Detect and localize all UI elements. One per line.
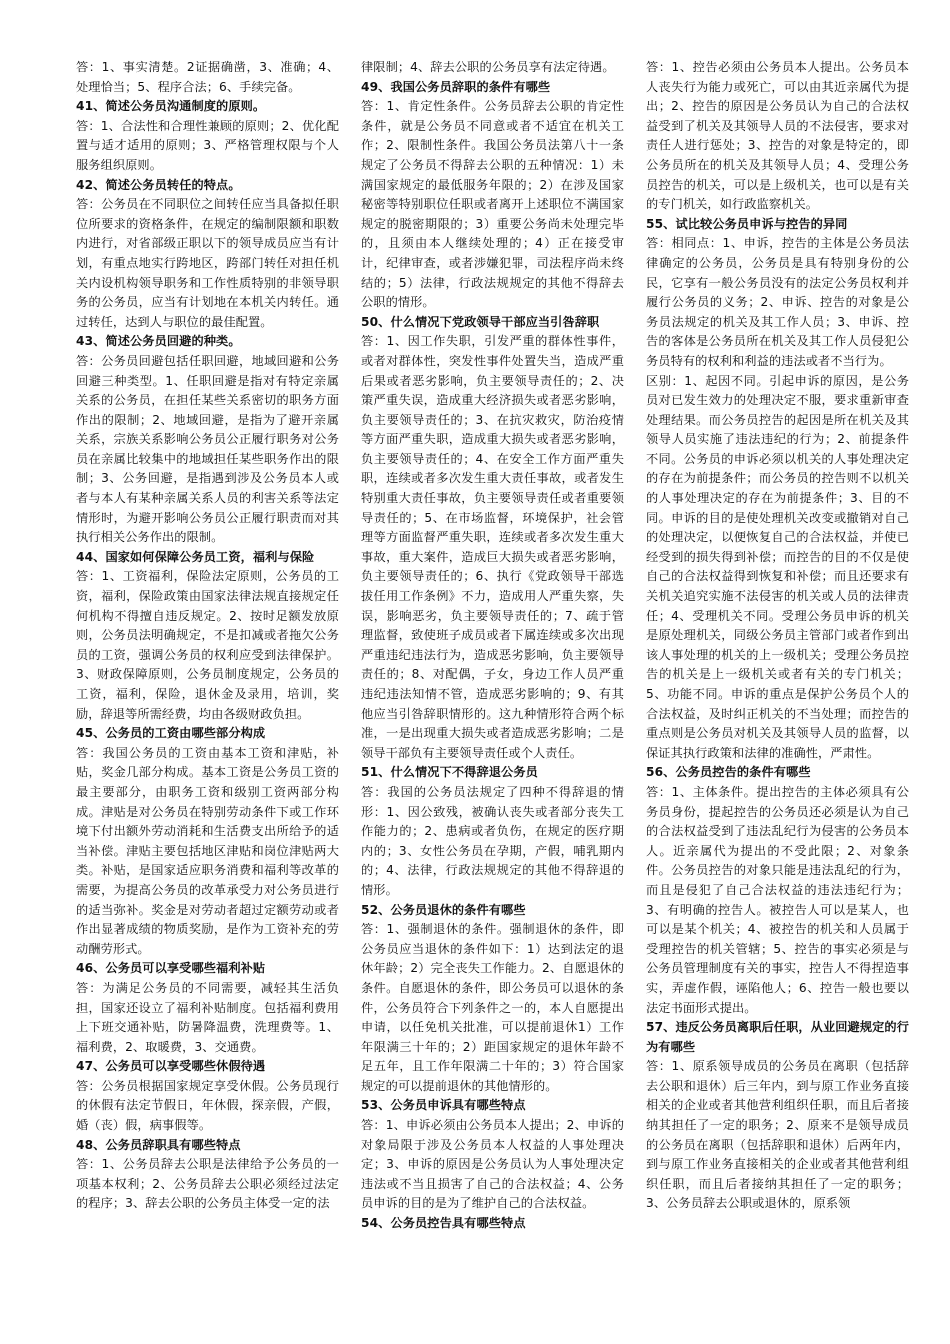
answer-paragraph: 答：1、合法性和合理性兼顾的原则；2、优化配置与适才适用的原则；3、严格管理权限与个人服务组织原则。 [76, 118, 339, 172]
question-heading: 42、简述公务员转任的特点。 [76, 177, 241, 192]
question-heading: 54、公务员控告具有哪些特点 [361, 1216, 526, 1231]
question-heading: 44、国家如何保障公务员工资，福利与保险 [76, 549, 315, 564]
answer-paragraph: 答：相同点：1、申诉，控告的主体是公务员法律确定的公务员，公务员是具有特别身份的公民，它享有一般公务员没有的法定公务员权利并履行公务员的义务；2、申诉、控告的对象是公务员法规定的机关及其工作人员；3、申诉、控告的客体是公务员所在机关及其工作人员侵犯公务员特有的权利和利益的违法或者不当行为。 [646, 236, 909, 368]
answer-paragraph: 答：1、申诉必须由公务员本人提出；2、申诉的对象局限于涉及公务员本人权益的人事处理决定；3、申诉的原因是公务员认为人事处理决定违法或不当且损害了自己的合法权益；4、公务员申诉的目的是为了维护自己的合法权益。 [361, 1118, 624, 1211]
question-heading: 48、公务员辞职具有哪些特点 [76, 1137, 241, 1152]
answer-paragraph: 答：1、主体条件。提出控告的主体必须具有公务员身份，提起控告的公务员还必须是认为自己的合法权益受到了违法乱纪行为侵害的公务员本人。近亲属代为提出的不受此限；2、对象条件。公务员控告的对象只能是违法乱纪的行为，而且是侵犯了自己合法权益的违法违纪行为；3、有明确的控告人。被控告人可以是某人，也可以是某个机关；4、被控告的机关和人员属于受理控告的机关管辖；5、控告的事实必须是与公务员管理制度有关的事实，控告人不得捏造事实，弄虚作假，诬陷他人；6、控告一般也要以法定书面形式提出。 [646, 784, 909, 1015]
question-heading: 55、试比较公务员申诉与控告的异同 [646, 216, 848, 231]
question-heading: 45、公务员的工资由哪些部分构成 [76, 726, 266, 741]
answer-paragraph: 答：1、强制退休的条件。强制退休的条件，即公务员应当退休的条件如下：1）达到法定的退休年龄；2）完全丧失工作能力。2、自愿退休的条件。自愿退休的条件，即公务员可以退休的条件，公务员符合下列条件之一的，本人自愿提出申请，以任免机关批准，可以提前退休1）工作年限满三十年的；2）距国家规定的退休年龄不足五年，且工作年限满二十年的；3）符合国家规定的可以提前退休的其他情形的。 [361, 922, 624, 1093]
answer-paragraph: 答：1、事实清楚。2证据确凿，3、准确；4、处理恰当；5、程序合法；6、手续完备。 [76, 60, 339, 94]
answer-paragraph: 答：公务员在不同职位之间转任应当具备拟任职位所要求的资格条件，在规定的编制限额和职数内进行，对省部级正职以下的领导成员应当有计划，有重点地实行跨地区，跨部门转任对担任机关内设机构领导职务和工作性质特别的非领导职务的公务员，应当有计划地在本机关内转任。通过转任，达到人与职位的最佳配置。 [76, 197, 339, 329]
answer-paragraph: 答：1、原系领导成员的公务员在离职（包括辞去公职和退休）后三年内，到与原工作业务直接相关的企业或者其他营利组织任职，而且后者接纳其担任了一定的职务；2、原来不是领导成员的公务员在离职（包括辞职和退休）后两年内，到与原工作业务直接相关的企业或者其他营利组织任职，而且后者接纳其担任了一定的职务；3、公务员辞去公职或退休的，原系领 [646, 1059, 909, 1211]
question-heading: 57、违反公务员离职后任职，从业回避规定的行为有哪些 [646, 1020, 909, 1054]
question-heading: 46、公务员可以享受哪些福利补贴 [76, 961, 266, 976]
question-heading: 41、简述公务员沟通制度的原则。 [76, 99, 266, 114]
question-heading: 43、简述公务员回避的种类。 [76, 334, 241, 349]
text-column-2 [361, 58, 624, 1328]
answer-paragraph: 答：1、工资福利，保险法定原则，公务员的工资，福利，保险政策由国家法律法规直接规定任何机构不得擅自违反规定。2、按时足额发放原则，公务员法明确规定，不是扣减或者拖欠公务员的工资，强调公务员的权利应受到法律保护。3、财政保障原则，公务员制度规定，公务员的工资，福利，保险，退休金及录用，培训，奖励，辞退等所需经费，均由各级财政负担。 [76, 569, 339, 721]
answer-paragraph: 答：我国公务员的工资由基本工资和津贴，补贴，奖金几部分构成。基本工资是公务员工资的最主要部分，由职务工资和级别工资两部分构成。津贴是对公务员在特别劳动条件下或工作环境下付出额外劳动消耗和生活费支出所给予的适当补偿。津贴主要包括地区津贴和岗位津贴两大类。补贴，是国家适应职务消费和福利等改革的需要，为提高公务员的改革承受力对公务员进行的适当弥补。奖金是对劳动者超过定额劳动或者作出显著成绩的物质奖励，是作为工资补充的劳动酬劳形式。 [76, 745, 339, 956]
answer-paragraph: 律限制；4、辞去公职的公务员享有法定待遇。 [361, 60, 615, 74]
question-heading: 52、公务员退休的条件有哪些 [361, 902, 526, 917]
answer-paragraph: 答：1、肯定性条件。公务员辞去公职的肯定性条件，就是公务员不同意或者不适宜在机关工作；2、限制性条件。我国公务员法第八十一条规定了公务员不得辞去公职的五种情况：1）未满国家规定的最低服务年限的；2）在涉及国家秘密等特别职位任职或者离开上述职位不满国家规定的脱密期限的；3）重要公务尚未处理完毕的，且须由本人继续处理的；4）正在接受审计，纪律审查，或者涉嫌犯罪，司法程序尚未终结的；5）法律，行政法规规定的其他不得辞去公职的情形。 [361, 99, 624, 310]
answer-paragraph: 答：为满足公务员的不同需要，减轻其生活负担，国家还设立了福利补贴制度。包括福利费用上下班交通补贴，防暑降温费，洗理费等。1、福利费，2、取暖费，3、交通费。 [76, 980, 339, 1054]
question-heading: 47、公务员可以享受哪些休假待遇 [76, 1059, 266, 1074]
question-heading: 56、公务员控告的条件有哪些 [646, 765, 811, 780]
text-column-3 [646, 58, 909, 1328]
question-heading: 50、什么情况下党政领导干部应当引咎辞职 [361, 314, 600, 329]
answer-paragraph: 答：1、因工作失职，引发严重的群体性事件，或者对群体性，突发性事件处置失当，造成严重后果或者恶劣影响，负主要领导责任的；2、决策严重失误，造成重大经济损失或者恶劣影响，负主要领导责任的；3、在抗灾救灾，防治疫情等方面严重失职，造成重大损失或者恶劣影响，负主要领导责任的；4、在安全工作方面严重失职，连续或者多次发生重大责任事故，或者发生特别重大责任事故，负主要领导责任或者重要领导责任的；5、在市场监督，环境保护，社会管理等方面监督严重失职，连续或者多次发生重大事故，重大案件，造成巨大损失或者恶劣影响，负主要领导责任的；6、执行《党政领导干部选拔任用工作条例》不力，造成用人严重失察，失误，影响恶劣，负主要领导责任的；7、疏于管理监督，致使班子成员或者下属连续或多次出现严重违纪违法行为，造成恶劣影响，负主要领导责任的；8、对配偶，子女，身边工作人员严重违纪违法知情不管，造成恶劣影响的；9、有其他应当引咎辞职情形的。这九种情形符合两个标准，一是出现重大损失或者造成恶劣影响；二是领导干部负有主要领导责任或个人责任。 [361, 334, 624, 760]
answer-paragraph: 答：我国的公务员法规定了四种不得辞退的情形：1、因公致残，被确认丧失或者部分丧失工作能力的；2、患病或者负伤，在规定的医疗期内的；3、女性公务员在孕期，产假，哺乳期内的；4、法律，行政法规规定的其他不得辞退的情形。 [361, 784, 624, 897]
question-heading: 53、公务员申诉具有哪些特点 [361, 1098, 526, 1113]
text-column-1 [76, 58, 339, 1328]
answer-paragraph: 答：公务员回避包括任职回避，地域回避和公务回避三种类型。1、任职回避是指对有特定亲属关系的公务员，在担任某些关系密切的职务方面作出的限制；2、地域回避，是指为了避开亲属关系，宗族关系影响公务员公正履行职务对公务员在亲属比较集中的地域担任某些职务作出的限制；3、公务回避，是指遇到涉及公务员本人或者与本人有某种亲属关系人员的利害关系等法定情形时，为避开影响公务员公正履行职责而对其执行相关公务作出的限制。 [76, 353, 339, 545]
answer-paragraph: 区别：1、起因不同。引起申诉的原因，是公务员对已发生效力的处理决定不服，要求重新审查处理结果。而公务员控告的起因是所在机关及其领导人员实施了违法违纪的行为；2、前提条件不同。公务员的申诉必须以机关的人事处理决定的存在为前提条件；而公务员的控告则不以机关的人事处理决定的存在为前提条件；3、目的不同。申诉的目的是使处理机关改变或撤销对自己的处理决定，以便恢复自己的合法权益，并使已经受到的损失得到补偿；而控告的目的不仅是使自己的合法权益得到恢复和补偿；而且还要求有关机关追究实施不法侵害的机关或人员的法律责任；4、受理机关不同。受理公务员申诉的机关是原处理机关，同级公务员主管部门或者作到出该人事处理的机关的上一级机关；受理公务员控告的机关是上一级机关或者有关的专门机关；5、功能不同。申诉的重点是保护公务员个人的合法权益，及时纠正机关的不当处理；而控告的重点则是公务员对机关及其领导人员的监督，以保证其执行政策和法律的准确性，严肃性。 [646, 373, 909, 760]
question-heading: 49、我国公务员辞职的条件有哪些 [361, 79, 551, 94]
answer-paragraph: 答：1、公务员辞去公职是法律给予公务员的一项基本权利；2、公务员辞去公职必须经过法定的程序；3、辞去公职的公务员主体受一定的法 [76, 1157, 339, 1211]
answer-paragraph: 答：1、控告必须由公务员本人提出。公务员本人丧失行为能力或死亡，可以由其近亲属代为提出；2、控告的原因是公务员认为自己的合法权益受到了机关及其领导人员的不法侵害，要求对责任人进行惩处；3、控告的对象是特定的，即公务员所在的机关及其领导人员；4、受理公务员控告的机关，可以是上级机关，也可以是有关的专门机关，如行政监察机关。 [646, 60, 909, 212]
answer-paragraph: 答：公务员根据国家规定享受休假。公务员现行的休假有法定节假日，年休假，探亲假，产假，婚（丧）假，病事假等。 [76, 1078, 339, 1133]
question-heading: 51、什么情况下不得辞退公务员 [361, 765, 538, 780]
